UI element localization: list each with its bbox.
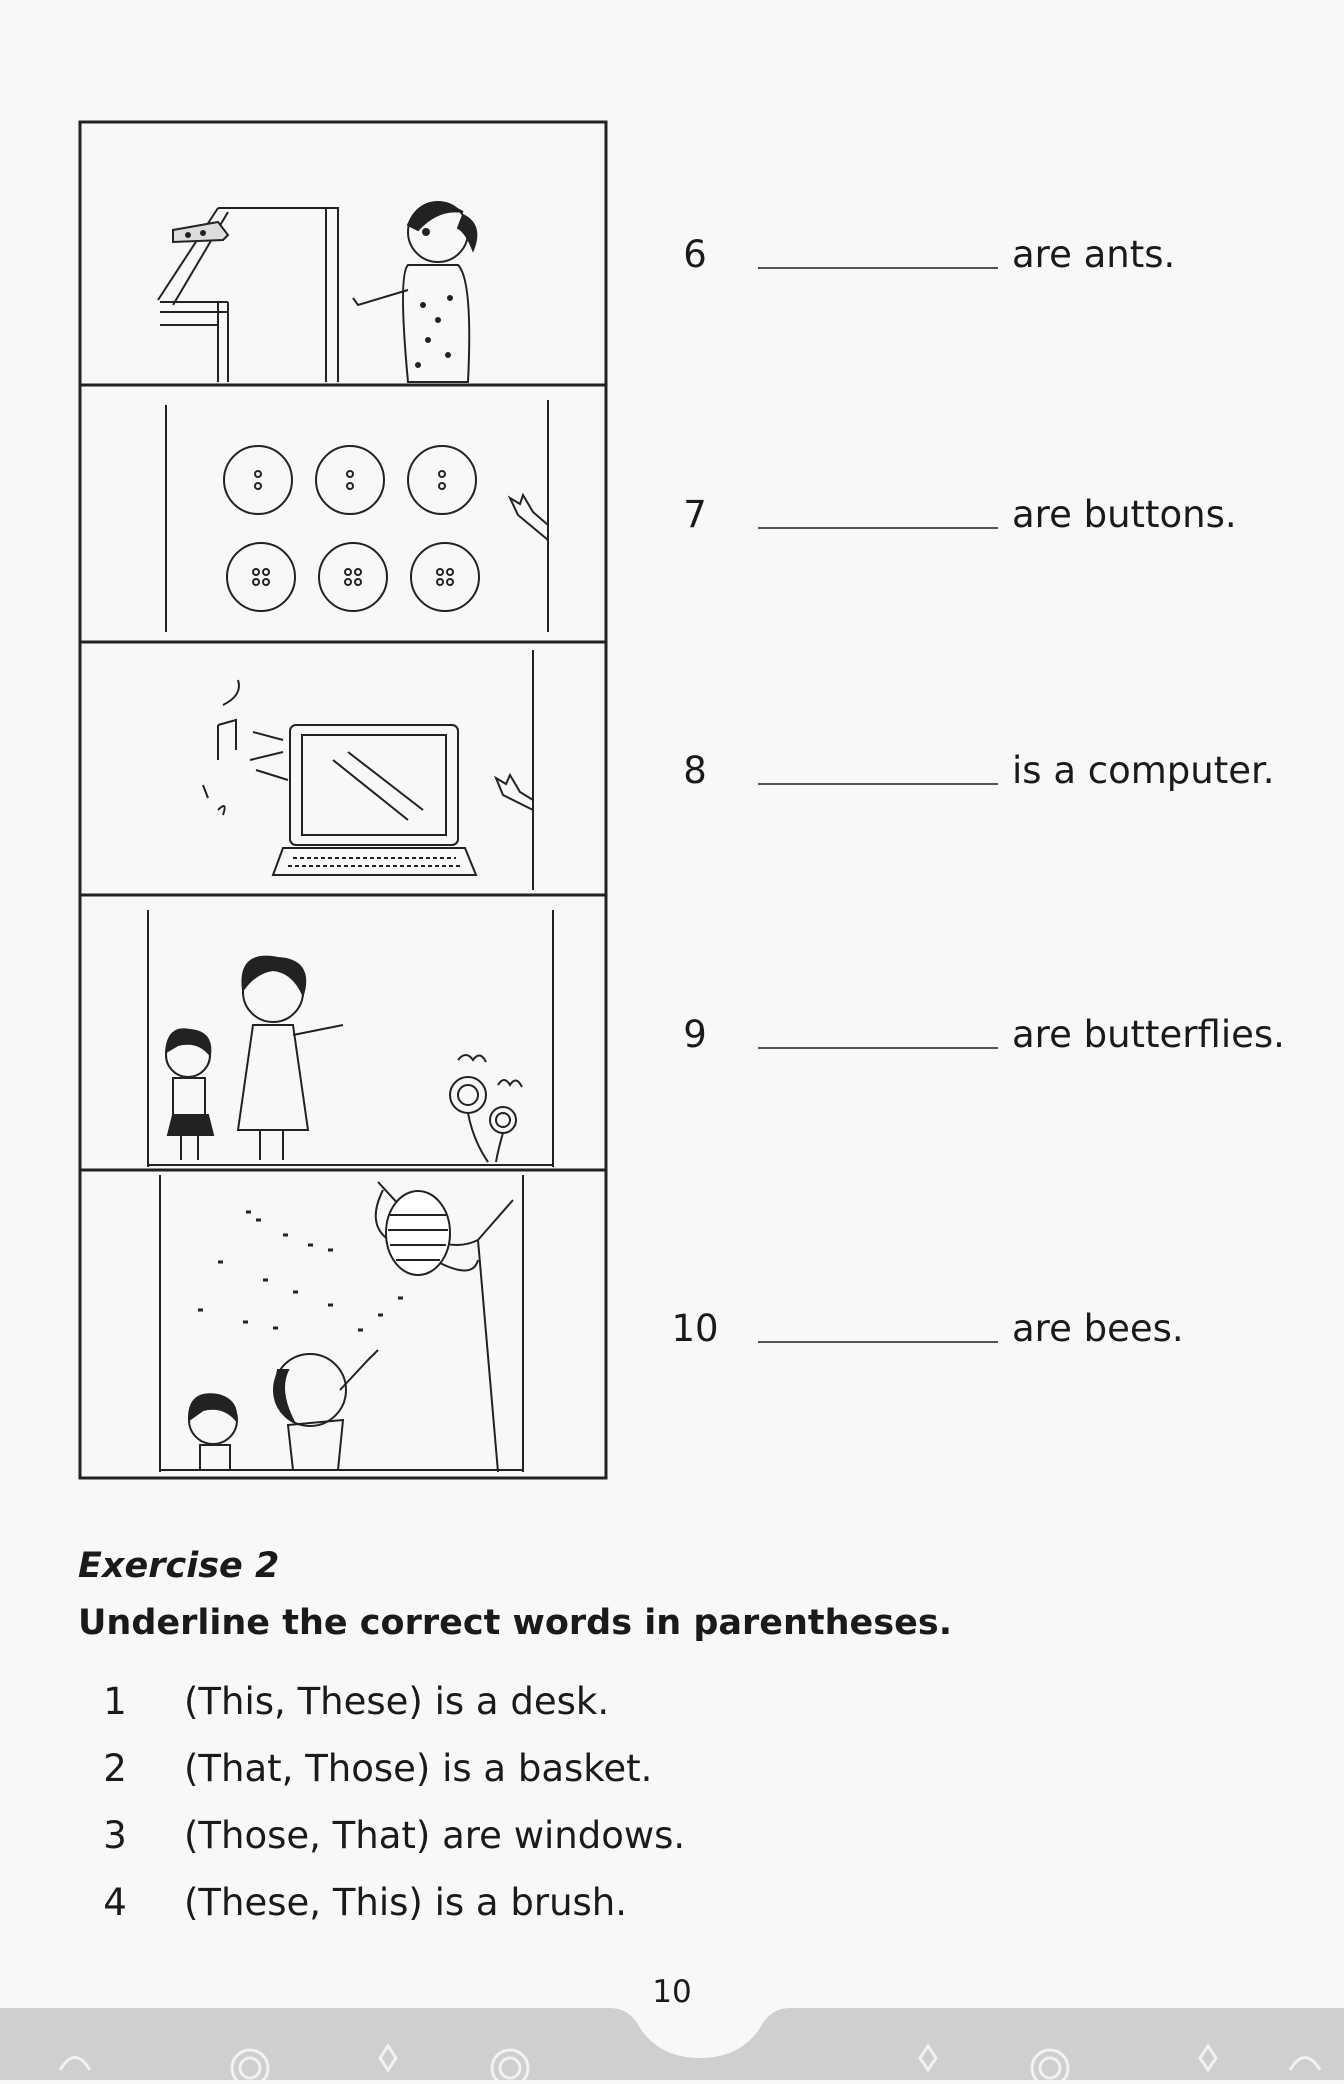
exercise1-item <box>640 1004 1300 1064</box>
panel-butterflies <box>148 910 553 1167</box>
item-number: 3 <box>103 1814 127 1857</box>
illustration-panels <box>78 120 608 1480</box>
item-text: are bees. <box>1012 1306 1184 1350</box>
item-text[interactable]: (That, Those) is a basket. <box>184 1747 653 1790</box>
answer-blank[interactable] <box>758 1019 998 1049</box>
panel-computer <box>203 650 533 890</box>
exercise-title: Exercise 2 <box>78 1546 280 1586</box>
exercise1-item <box>640 740 1300 800</box>
exercise1-item <box>640 224 1300 284</box>
answer-blank[interactable] <box>758 755 998 785</box>
item-number: 2 <box>103 1747 127 1790</box>
item-text[interactable]: (These, This) is a brush. <box>184 1881 628 1924</box>
exercise1-item <box>640 1298 1300 1358</box>
answer-blank[interactable] <box>758 239 998 269</box>
item-text[interactable]: (This, These) is a desk. <box>184 1680 610 1723</box>
answer-blank[interactable] <box>758 1313 998 1343</box>
exercise2-list <box>78 1668 978 1936</box>
panel-buttons <box>166 400 548 632</box>
item-text: are ants. <box>1012 232 1176 276</box>
item-number: 7 <box>683 492 707 536</box>
exercise2-item <box>78 1802 978 1869</box>
item-number: 6 <box>683 232 707 276</box>
exercise2-item <box>78 1869 978 1936</box>
exercise2-item <box>78 1668 978 1735</box>
item-number: 10 <box>671 1306 719 1350</box>
item-text: are buttons. <box>1012 492 1237 536</box>
exercise2-item <box>78 1735 978 1802</box>
item-text: is a computer. <box>1012 748 1275 792</box>
item-number: 4 <box>103 1881 127 1924</box>
item-number: 8 <box>683 748 707 792</box>
item-text: are butterflies. <box>1012 1012 1285 1056</box>
item-number: 9 <box>683 1012 707 1056</box>
panel-ants <box>158 202 476 382</box>
decorative-footer-band <box>0 1988 1344 2080</box>
item-number: 1 <box>103 1680 127 1723</box>
panel-bees <box>160 1175 523 1472</box>
exercise1-item <box>640 484 1300 544</box>
exercise-instruction: Underline the correct words in parentheses. <box>78 1603 952 1643</box>
page-number: 10 <box>652 1974 692 2010</box>
item-text[interactable]: (Those, That) are windows. <box>184 1814 686 1857</box>
answer-blank[interactable] <box>758 499 998 529</box>
